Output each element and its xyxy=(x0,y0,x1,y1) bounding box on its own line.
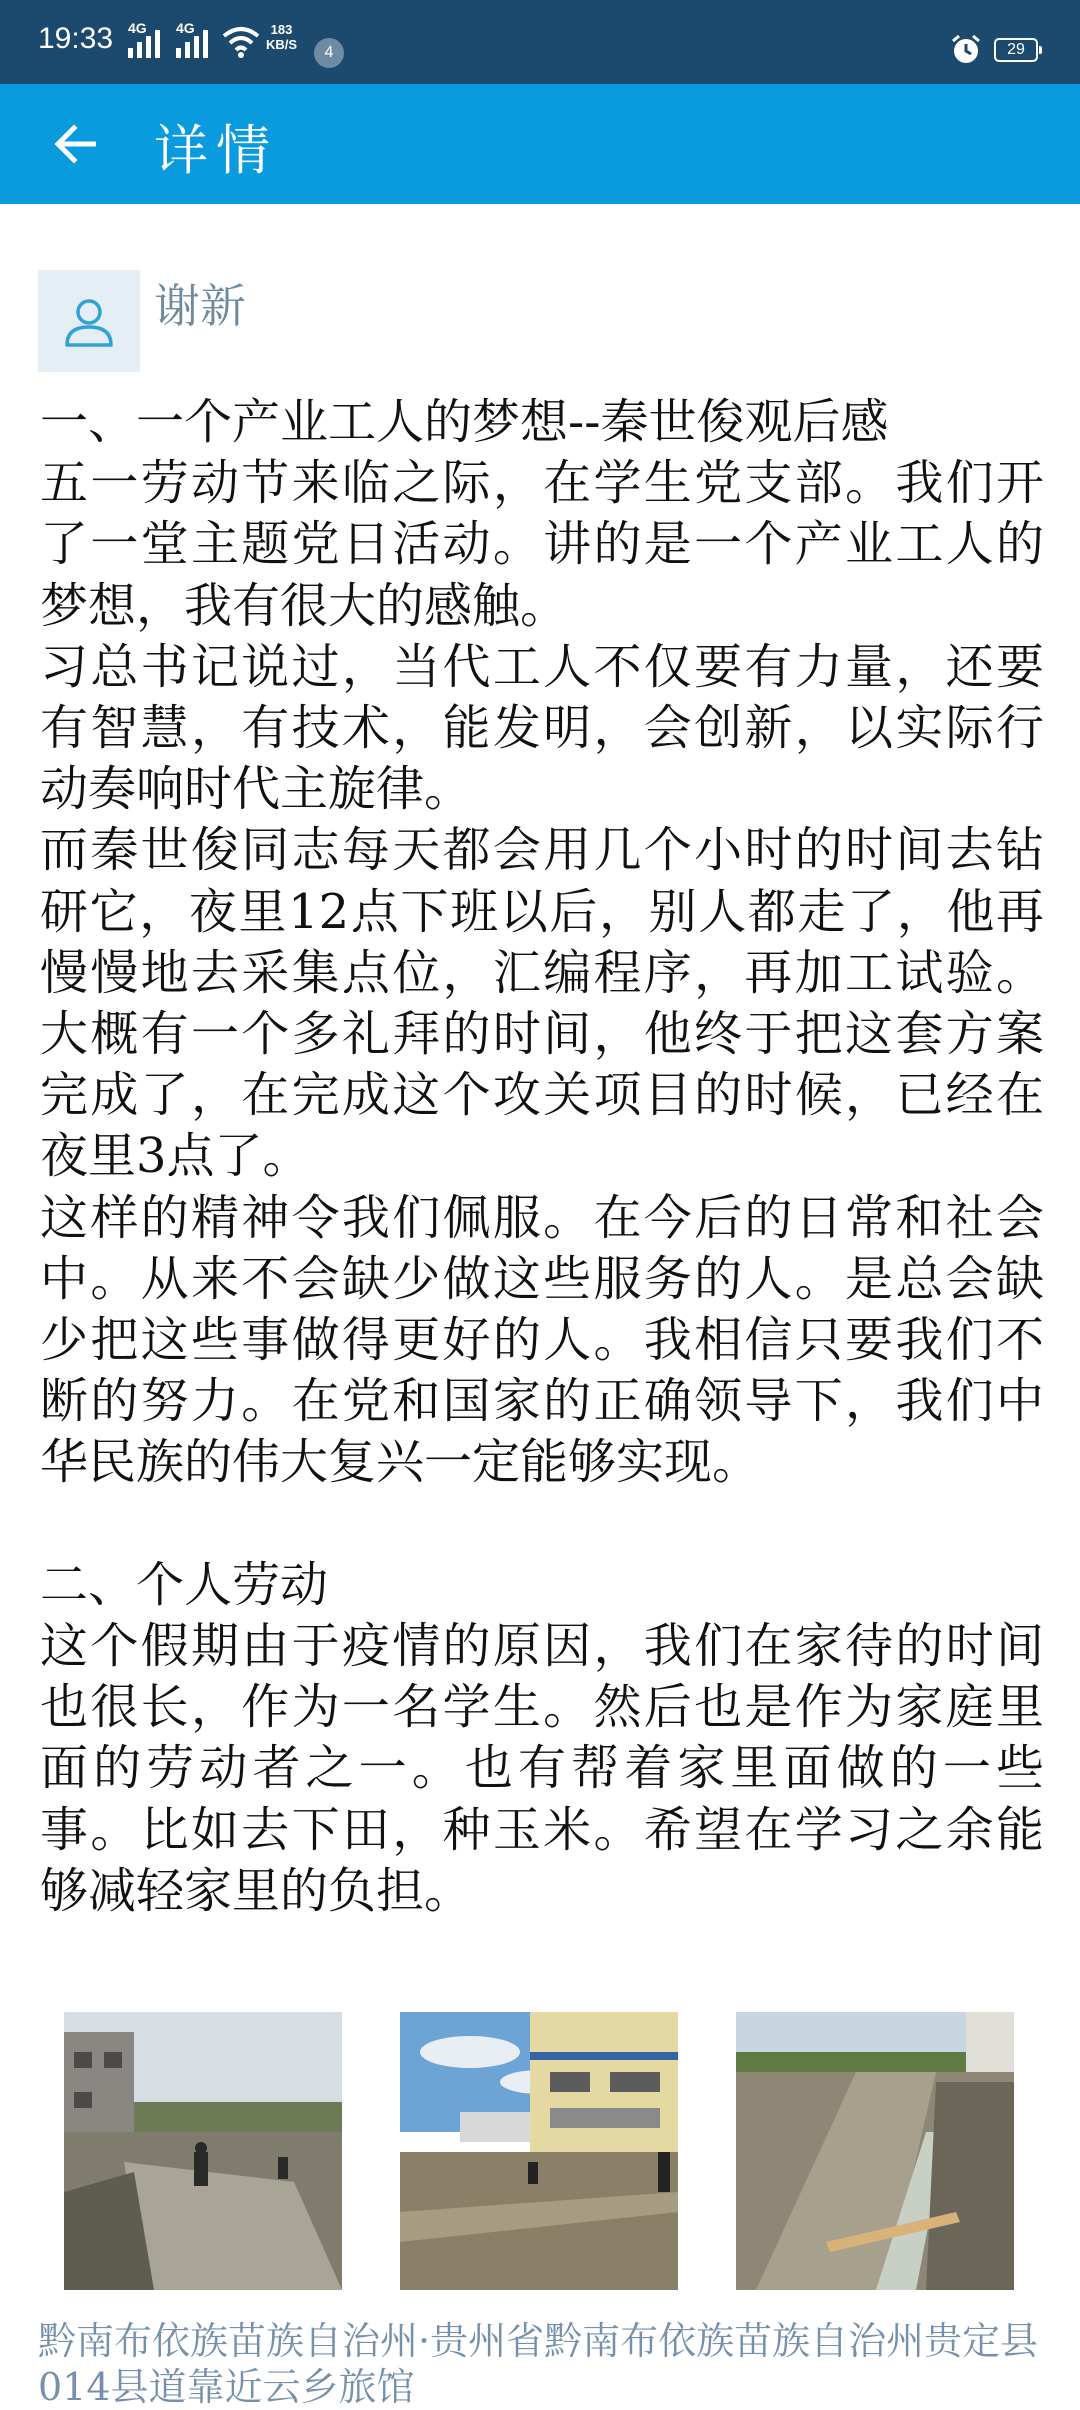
post-paragraph: 这个假期由于疫情的原因，我们在家待的时间也很长，作为一名学生。然后也是作为家庭里面的劳动者之一。也有帮着家里面做的一些事。比如去下田，种玉米。希望在学习之余能够减轻家里的负担。 xyxy=(40,1618,1044,1919)
user-icon xyxy=(61,293,117,349)
notification-badge: 4 xyxy=(314,38,344,68)
paragraph-spacer xyxy=(40,1494,1044,1555)
status-bar xyxy=(0,0,1080,84)
page-title: 详情 xyxy=(154,119,278,182)
post-paragraph: 这样的精神令我们佩服。在今后的日常和社会中。从来不会缺少做这些服务的人。是总会缺少把这些事做得更好的人。我相信只要我们不断的努力。在党和国家的正确领导下，我们中华民族的伟大复兴一定能够实现。 xyxy=(40,1189,1044,1491)
photo-thumbnail-2[interactable] xyxy=(400,2012,678,2290)
location-text[interactable]: 黔南布依族苗族自治州·贵州省黔南布依族苗族自治州贵定县014县道靠近云乡旅馆 xyxy=(38,2319,1039,2409)
post-paragraph: 习总书记说过，当代工人不仅要有力量，还要有智慧，有技术，能发明，会创新，以实际行动奏响时代主旋律。 xyxy=(40,638,1044,818)
post-paragraph: 而秦世俊同志每天都会用几个小时的时间去钻研它，夜里12点下班以后，别人都走了，他再慢慢地去采集点位，汇编程序，再加工试验。大概有一个多礼拜的时间，他终于把这套方案完成了，在完成这个攻关项目的时候，已经在夜里3点了。 xyxy=(40,822,1044,1185)
alarm-icon xyxy=(950,34,982,66)
signal-type-1: 4G xyxy=(128,20,147,36)
post-body xyxy=(40,392,1044,1922)
signal-icon-1 xyxy=(128,20,168,58)
photo-thumbnail-1[interactable] xyxy=(64,2012,342,2290)
signal-icon-2 xyxy=(176,20,216,58)
photo-gallery xyxy=(64,2012,1016,2290)
author-name[interactable]: 谢新 xyxy=(154,279,246,333)
photo-thumbnail-3[interactable] xyxy=(736,2012,1014,2290)
speed-value: 183 xyxy=(270,22,293,37)
post-paragraph: 二、个人劳动 xyxy=(40,1556,329,1613)
status-time: 19:33 xyxy=(38,22,114,55)
post-paragraph: 五一劳动节来临之际，在学生党支部。我们开了一堂主题党日活动。讲的是一个产业工人的梦想，我有很大的感触。 xyxy=(40,455,1044,634)
post-paragraph: 一、一个产业工人的梦想--秦世俊观后感 xyxy=(40,394,889,450)
avatar[interactable] xyxy=(38,270,140,372)
battery-indicator: 29 xyxy=(994,38,1038,62)
back-button[interactable] xyxy=(40,112,112,176)
app-bar xyxy=(0,84,1080,204)
signal-type-2: 4G xyxy=(176,20,195,36)
arrow-left-icon xyxy=(52,124,100,164)
network-speed xyxy=(266,22,297,52)
wifi-icon xyxy=(222,24,260,58)
speed-unit: KB/S xyxy=(266,37,298,52)
